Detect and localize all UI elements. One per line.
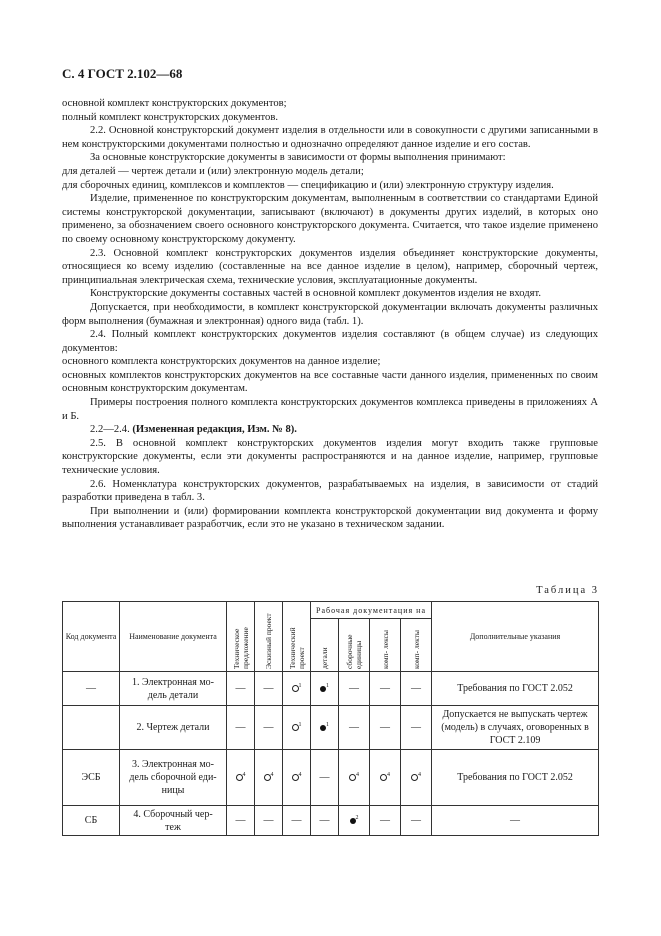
mark-footnote: 4: [270, 772, 274, 778]
cell-mark: [283, 750, 311, 806]
cell-mark: —: [370, 706, 401, 750]
cell-mark: [283, 706, 311, 750]
cell-note: Требования по ГОСТ 2.052: [432, 750, 599, 806]
paragraph: При выполнении и (или) формировании комплекта конструкторской документации вид документа и форму выполнения устанавливает разработчик, если это не указано в техническом задании.: [62, 505, 598, 531]
header-assembly-units: сборочные единицы: [339, 619, 370, 672]
cell-name: [120, 706, 227, 750]
open-circle-icon: [292, 774, 299, 781]
paragraph: Конструкторские документы составных частей в основной комплект документов изделия не входят.: [90, 288, 541, 300]
mark-footnote: 4: [387, 772, 390, 778]
header-code: Код документа: [63, 602, 120, 672]
header-tech-proposal: Техническое предложение: [227, 602, 255, 672]
cell-mark: —: [311, 750, 339, 806]
cell-code: ЭСБ: [63, 750, 120, 806]
mark-footnote: 1: [326, 683, 329, 689]
open-circle-icon: [411, 774, 418, 781]
paragraph: 2.4. Полный комплект конструкторских документов изделия составляют (в общем случае) из следующих документов:: [62, 329, 598, 354]
table-row: [63, 706, 599, 750]
paragraph: Примеры построения полного комплекта конструкторских документов комплекса приведены в приложениях А и Б.: [62, 397, 598, 422]
header-name: Наименование документа: [120, 602, 227, 672]
header-kits: комп- лекты: [401, 619, 432, 672]
open-circle-icon: [264, 774, 271, 781]
header-notes: Дополнительные указания: [432, 602, 599, 672]
cell-mark: [401, 750, 432, 806]
cell-name: [120, 672, 227, 706]
cell-mark: [227, 750, 255, 806]
paragraph: 2.5. В основной комплект конструкторских документов изделия могут входить также групповые конструкторские документы, если эти документы распространяются и на данное изделие, например, групповые технические условия.: [62, 437, 598, 477]
cell-code: —: [63, 672, 120, 706]
cell-name-line: дель сборочной еди-: [129, 772, 217, 783]
paragraph: Допускается, при необходимости, в комплект конструкторской документации включать документы различных форм выполнения (бумажная и электронная) одного вида (табл. 1).: [62, 301, 598, 327]
table-row: [63, 672, 599, 706]
cell-mark: [311, 672, 339, 706]
mark-footnote: 4: [242, 772, 246, 778]
cell-note: Требования по ГОСТ 2.052: [432, 672, 599, 706]
paragraph: основной комплект конструкторских документов;: [62, 98, 287, 109]
cell-mark: —: [255, 806, 283, 836]
cell-code: СБ: [63, 806, 120, 836]
paragraph: основного комплекта конструкторских документов на данное изделие;: [62, 356, 381, 368]
cell-name-line: 4. Сборочный чер-: [133, 808, 213, 820]
cell-name: [120, 750, 227, 806]
paragraph: Изделие, примененное по конструкторским документам, выполненным в соответствии со стандартами Единой системы конструкторской документации, записывают (включают) в документы других изделий, в которых оно применено, за обозначением своего основного конструкторского документа. Считается, что такое изделие применено по своему основному конструкторскому документу.: [62, 193, 598, 245]
cell-mark: —: [283, 806, 311, 836]
cell-name-line: 1. Электронная мо-: [131, 676, 215, 688]
cell-name-line: дель детали: [147, 689, 199, 701]
cell-mark: —: [401, 706, 432, 750]
paragraph: [62, 423, 598, 437]
paragraph: полный комплект конструкторских документов.: [62, 111, 278, 123]
cell-name-line: 3. Электронная мо-: [131, 759, 215, 770]
open-circle-icon: [380, 774, 387, 781]
cell-mark: —: [401, 672, 432, 706]
mark-footnote: 4: [298, 772, 302, 778]
open-circle-icon: [236, 774, 243, 781]
document-body: [62, 97, 598, 532]
paragraph: 2.2. Основной конструкторский документ изделия в отдельности или в совокупности с другими записанными в нем конструкторскими документами полностью и однозначно определяют данное изделие и его состав.: [62, 125, 598, 150]
cell-mark: —: [255, 706, 283, 750]
mark-footnote: 2: [355, 815, 359, 821]
cell-note: —: [432, 806, 599, 836]
cell-mark: —: [401, 806, 432, 836]
cell-mark: [339, 750, 370, 806]
table-caption: Таблица 3: [536, 585, 599, 596]
cell-mark: —: [370, 806, 401, 836]
header-tech-project: Технический проект: [283, 602, 311, 672]
mark-footnote: 1: [298, 722, 302, 728]
cell-mark: —: [227, 672, 255, 706]
paragraph: 2.6. Номенклатура конструкторских документов, разрабатываемых на изделия, в зависимости от стадий разработки приведена в табл. 3.: [62, 478, 598, 504]
paragraph: 2.3. Основной комплект конструкторских документов изделия объединяет конструкторские документы, относящиеся ко всему изделию (составленные на все данное изделие в целом), например, сборочный чертеж, принципиальная электрическая схема, технические условия, эксплуатационные документы.: [62, 247, 598, 286]
header-parts: детали: [311, 619, 339, 672]
mark-footnote: 1: [298, 683, 302, 689]
header-draft-project: Эскизный проект: [255, 602, 283, 672]
table-row: [63, 750, 599, 806]
amendment-note: (Измененная редакция, Изм. № 8).: [132, 424, 297, 436]
header-working-docs: Рабочая документация на: [311, 602, 432, 619]
cell-name-line: теж: [165, 821, 181, 833]
open-circle-icon: [349, 774, 356, 781]
cell-mark: [311, 706, 339, 750]
paragraph: для деталей — чертеж детали и (или) электронную модель детали;: [62, 165, 364, 177]
cell-code: [63, 706, 120, 750]
cell-mark: —: [339, 672, 370, 706]
amendment-prefix: 2.2—2.4.: [90, 424, 133, 436]
cell-mark: [339, 806, 370, 836]
cell-mark: —: [311, 806, 339, 836]
table-row: [63, 806, 599, 836]
cell-note: Допускается не выпускать чертеж (модель) в случаях, оговоренных в ГОСТ 2.109: [432, 706, 599, 750]
cell-name: [120, 806, 227, 836]
header-complexes: комп- лексы: [370, 619, 401, 672]
cell-mark: —: [255, 672, 283, 706]
mark-footnote: 1: [326, 722, 329, 728]
mark-footnote: 4: [418, 772, 422, 778]
open-circle-icon: [292, 685, 299, 692]
cell-mark: —: [370, 672, 401, 706]
page-header: С. 4 ГОСТ 2.102—68: [62, 66, 183, 81]
paragraph: основных комплектов конструкторских документов на все составные части данного изделия, примененных по своим основным конструкторским документам.: [62, 369, 598, 395]
documents-table: [62, 601, 599, 836]
open-circle-icon: [292, 724, 299, 731]
paragraph: За основные конструкторские документы в зависимости от формы выполнения принимают:: [90, 152, 506, 164]
cell-name-line: 2. Чертеж детали: [136, 722, 210, 733]
cell-mark: [283, 672, 311, 706]
mark-footnote: 4: [356, 772, 359, 778]
cell-mark: —: [339, 706, 370, 750]
cell-mark: [370, 750, 401, 806]
paragraph: для сборочных единиц, комплексов и комплектов — спецификацию и (или) электронную структуру изделия.: [62, 179, 554, 191]
cell-mark: —: [227, 806, 255, 836]
cell-mark: —: [227, 706, 255, 750]
cell-mark: [255, 750, 283, 806]
cell-name-line: ницы: [161, 785, 185, 796]
